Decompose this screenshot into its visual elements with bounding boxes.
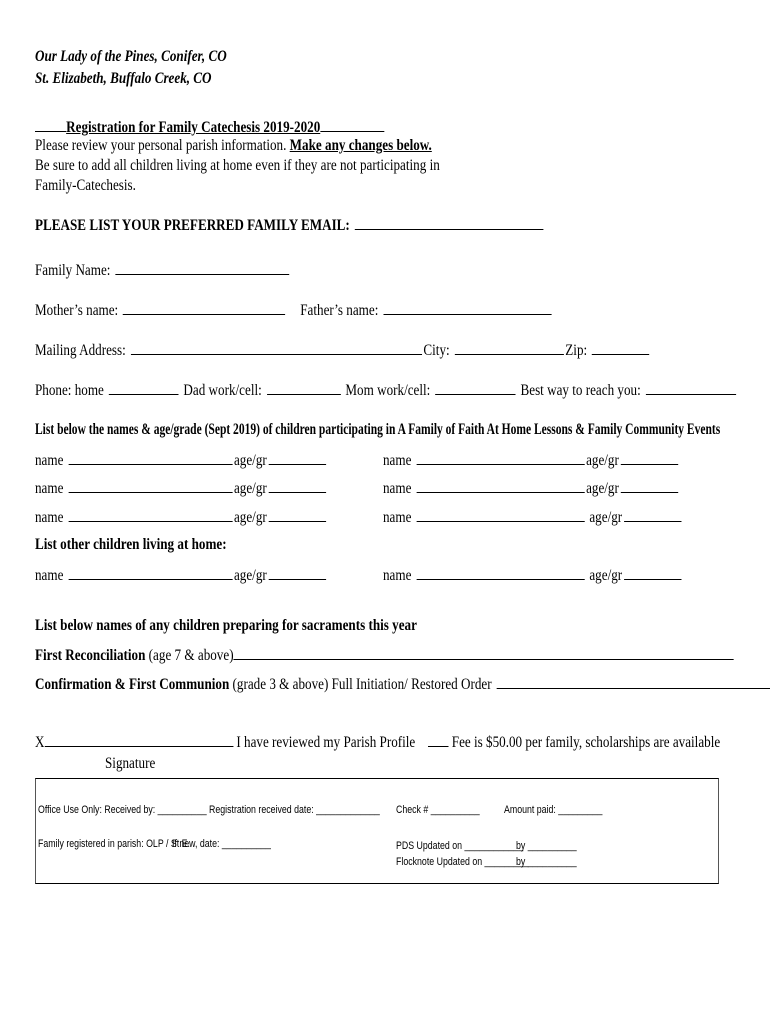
child-agegr-field[interactable]	[268, 478, 325, 493]
child-name-field[interactable]	[68, 478, 232, 493]
child-agegr-field[interactable]	[624, 507, 681, 522]
office-registration-date: Registration received date: _____________	[209, 804, 380, 816]
parish-line-1: Our Lady of the Pines, Conifer, CO	[35, 48, 227, 65]
signature-label: Signature	[105, 755, 156, 772]
sacraments-heading: List below names of any children preparing for sacraments this year	[35, 617, 417, 634]
intro-line-1: Please review your personal parish information. Make any changes below.	[35, 137, 432, 154]
office-amount-paid: Amount paid: _________	[504, 804, 603, 816]
office-pds-by: by __________	[516, 840, 577, 852]
child-row: name age/gr	[35, 478, 392, 498]
mom-cell-field[interactable]	[435, 380, 515, 395]
office-check-number: Check # __________	[396, 804, 480, 816]
email-label: PLEASE LIST YOUR PREFERRED FAMILY EMAIL:	[35, 217, 350, 234]
fee-checkbox[interactable]	[428, 732, 449, 747]
signature-field[interactable]	[44, 732, 233, 747]
other-child-agegr-field[interactable]	[268, 565, 325, 580]
child-name-field[interactable]	[416, 478, 584, 493]
child-row: name age/gr	[35, 507, 392, 527]
office-if-new-date: If new, date: __________	[172, 838, 271, 850]
office-received-by: Office Use Only: Received by: __________	[38, 804, 207, 816]
child-agegr-field[interactable]	[268, 450, 325, 465]
parish-line-2: St. Elizabeth, Buffalo Creek, CO	[35, 70, 212, 87]
child-name-field[interactable]	[68, 450, 232, 465]
child-row: name age/gr	[383, 507, 749, 527]
signature-row: X I have reviewed my Parish Profile	[35, 734, 416, 751]
other-child-name-field[interactable]	[68, 565, 232, 580]
fathers-name-field[interactable]	[383, 300, 551, 315]
child-agegr-field[interactable]	[621, 450, 678, 465]
parents-row: Mother’s name: Father’s name:	[35, 300, 667, 320]
other-child-row: name age/gr	[383, 565, 749, 585]
first-reconciliation-row: First Reconciliation (age 7 & above)	[35, 645, 770, 665]
dad-cell-field[interactable]	[267, 380, 341, 395]
first-reconciliation-field[interactable]	[234, 645, 734, 660]
best-way-field[interactable]	[646, 380, 736, 395]
intro-line-3: Family-Catechesis.	[35, 177, 136, 194]
child-name-field[interactable]	[68, 507, 232, 522]
children-heading: List below the names & age/grade (Sept 2019) of children participating in A Family of Faith At Home Lessons & Family Community Events	[35, 421, 721, 438]
child-row: name age/gr	[35, 450, 392, 470]
phone-row: Phone: home Dad work/cell: Mom work/cell: Best way to reach you:	[35, 380, 770, 400]
child-row: name age/gr	[383, 478, 745, 498]
family-name-row: Family Name:	[35, 260, 347, 280]
child-row: name age/gr	[383, 450, 745, 470]
intro-line-2: Be sure to add all children living at home even if they are not participating in	[35, 157, 440, 174]
home-phone-field[interactable]	[109, 380, 179, 395]
other-child-name-field[interactable]	[416, 565, 584, 580]
city-field[interactable]	[455, 340, 564, 355]
office-flocknote-by: by __________	[516, 856, 577, 868]
address-row: Mailing Address: City: Zip:	[35, 340, 770, 360]
fee-row: Fee is $50.00 per family, scholarships are available	[428, 732, 770, 752]
email-row	[35, 215, 657, 235]
other-child-row: name age/gr	[35, 565, 392, 585]
email-field[interactable]	[355, 215, 544, 230]
zip-field[interactable]	[592, 340, 649, 355]
mailing-address-field[interactable]	[131, 340, 422, 355]
other-children-heading: List other children living at home:	[35, 536, 227, 553]
office-pds-updated: PDS Updated on ____________	[396, 840, 524, 852]
confirmation-field[interactable]	[497, 674, 770, 689]
office-flocknote-updated: Flocknote Updated on _________	[396, 856, 529, 868]
mothers-name-field[interactable]	[123, 300, 285, 315]
confirmation-row: Confirmation & First Communion (grade 3 & above) Full Initiation/ Restored Order	[35, 674, 770, 694]
child-name-field[interactable]	[416, 450, 584, 465]
other-child-agegr-field[interactable]	[624, 565, 681, 580]
child-agegr-field[interactable]	[268, 507, 325, 522]
child-name-field[interactable]	[416, 507, 584, 522]
office-family-registered: Family registered in parish: OLP / St E.	[38, 838, 190, 850]
family-name-field[interactable]	[115, 260, 289, 275]
make-changes-note: Make any changes below.	[289, 137, 432, 154]
form-title: Registration for Family Catechesis 2019-2020	[35, 117, 461, 137]
child-agegr-field[interactable]	[621, 478, 678, 493]
office-use-box	[35, 778, 719, 884]
